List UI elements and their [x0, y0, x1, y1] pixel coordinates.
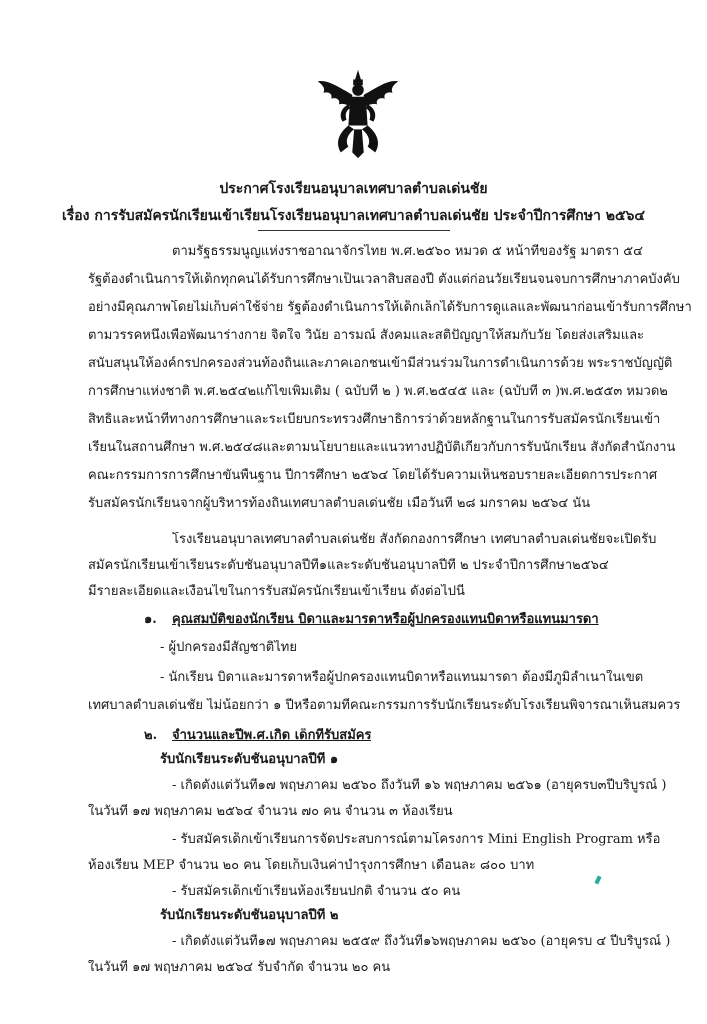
preamble-line: สนับสนุนให้องค์กรปกครองส่วนท้องถิ่นและภาคเอกชนเข้ามีส่วนร่วมในการดำเนินการด้วย พระราชบัญญัติ	[88, 356, 673, 371]
preamble-line: ตามวรรคหนึ่งเพื่อพัฒนาร่างกาย จิตใจ วินัย อารมณ์ สังคมและสติปัญญาให้สมกับวัย โดยส่งเสริมและ	[88, 328, 645, 343]
k1-line: ในวันที่ ๑๗ พฤษภาคม ๒๕๖๔ จำนวน ๗๐ คน จำนวน ๓ ห้องเรียน	[88, 804, 453, 819]
preamble-line: เรียนในสถานศึกษา พ.ศ.๒๕๔๘และตามนโยบายและแนวทางปฏิบัติเกี่ยวกับการรับนักเรียน สังกัดสำนักงาน	[88, 440, 676, 455]
title-divider	[258, 230, 450, 231]
section1-bullet: - ผู้ปกครองมีสัญชาติไทย	[160, 640, 297, 655]
preamble-line: คณะกรรมการการศึกษาขั้นพื้นฐาน ปีการศึกษา ๒๕๖๔ โดยได้รับความเห็นชอบรายละเอียดการประกาศ	[88, 468, 658, 483]
preamble-line: รับสมัครนักเรียนจากผู้บริหารท้องถิ่นเทศบาลตำบลเด่นชัย เมื่อวันที่ ๒๘ มกราคม ๒๕๖๔ นั้น	[88, 496, 591, 511]
announcement-subject: เรื่อง การรับสมัครนักเรียนเข้าเรียนโรงเรียนอนุบาลเทศบาลตำบลเด่นชัย ประจำปีการศึกษา ๒๕๖๔	[61, 208, 646, 224]
preamble-line: สิทธิและหน้าที่ทางการศึกษาและระเบียบกระทรวงศึกษาธิการว่าด้วยหลักฐานในการรับสมัครนักเรียนเข้า	[88, 412, 661, 427]
garuda-emblem-icon	[310, 66, 406, 162]
k1-line: - รับสมัครเด็กเข้าเรียนการจัดประสบการณ์ตามโครงการ Mini English Program หรือ	[172, 832, 661, 847]
section2-heading: จำนวนและปีพ.ศ.เกิด เด็กที่รับสมัคร	[172, 728, 372, 743]
preamble-line: ตามรัฐธรรมนูญแห่งราชอาณาจักรไทย พ.ศ.๒๕๖๐ หมวด ๕ หน้าที่ของรัฐ มาตรา ๕๔	[172, 244, 643, 259]
announcement-title: ประกาศโรงเรียนอนุบาลเทศบาลตำบลเด่นชัย	[219, 181, 488, 197]
pen-mark	[594, 876, 601, 885]
preamble-line: อย่างมีคุณภาพโดยไม่เก็บค่าใช้จ่าย รัฐต้องดำเนินการให้เด็กเล็กได้รับการดูแลและพัฒนาก่อนเข้ารับการศึกษา	[88, 300, 692, 315]
section1-number: ๑.	[144, 612, 157, 627]
k2-line: ในวันที่ ๑๗ พฤษภาคม ๒๕๖๔ รับจำกัด จำนวน ๒๐ คน	[88, 960, 391, 975]
announcement-line: โรงเรียนอนุบาลเทศบาลตำบลเด่นชัย สังกัดกองการศึกษา เทศบาลตำบลเด่นชัยจะเปิดรับ	[172, 532, 657, 547]
k1-line: - รับสมัครเด็กเข้าเรียนห้องเรียนปกติ จำนวน ๕๐ คน	[172, 884, 461, 899]
preamble-line: รัฐต้องดำเนินการให้เด็กทุกคนได้รับการศึกษาเป็นเวลาสิบสองปี ตั้งแต่ก่อนวัยเรียนจนจบการศึกษาภาคบังคับ	[88, 272, 680, 287]
k1-line: - เกิดตั้งแต่วันที่๑๗ พฤษภาคม ๒๕๖๐ ถึงวันที่ ๑๖ พฤษภาคม ๒๕๖๑ (อายุครบ๓ปีบริบูรณ์ )	[172, 778, 667, 793]
section1-bullet-cont: เทศบาลตำบลเด่นชัย ไม่น้อยกว่า ๑ ปีหรือตามที่คณะกรรมการรับนักเรียนระดับโรงเรียนพิจารณาเห็นสมควร	[88, 698, 681, 713]
announcement-line: มีรายละเอียดและเงื่อนไขในการรับสมัครนักเรียนเข้าเรียน ดังต่อไปนี้	[88, 584, 465, 599]
section2-number: ๒.	[144, 728, 158, 743]
section1-heading: คุณสมบัติของนักเรียน บิดาและมารดาหรือผู้ปกครองแทนบิดาหรือแทนมารดา	[172, 612, 599, 627]
announcement-line: สมัครนักเรียนเข้าเรียนระดับชั้นอนุบาลปีที่๑และระดับชั้นอนุบาลปีที่ ๒ ประจำปีการศึกษา๒๕๖๔	[88, 558, 609, 573]
k1-heading: รับนักเรียนระดับชั้นอนุบาลปีที่ ๑	[160, 752, 339, 767]
k2-heading: รับนักเรียนระดับชั้นอนุบาลปีที่ ๒	[160, 908, 339, 923]
k2-line: - เกิดตั้งแต่วันที่๑๗ พฤษภาคม ๒๕๕๙ ถึงวันที่๑๖พฤษภาคม ๒๕๖๐ (อายุครบ ๔ ปีบริบูรณ์ )	[172, 934, 671, 949]
section1-bullet: - นักเรียน บิดาและมารดาหรือผู้ปกครองแทนบิดาหรือแทนมารดา ต้องมีภูมิลำเนาในเขต	[160, 670, 644, 685]
k1-line: ห้องเรียน MEP จำนวน ๒๐ คน โดยเก็บเงินค่าบำรุงการศึกษา เดือนละ ๘๐๐ บาท	[88, 858, 535, 873]
preamble-line: การศึกษาแห่งชาติ พ.ศ.๒๕๔๒แก้ไขเพิ่มเติม ( ฉบับที่ ๒ ) พ.ศ.๒๕๔๕ และ (ฉบับที่ ๓ )พ.ศ.๒๕๕๓ หมวด๒	[88, 384, 668, 399]
